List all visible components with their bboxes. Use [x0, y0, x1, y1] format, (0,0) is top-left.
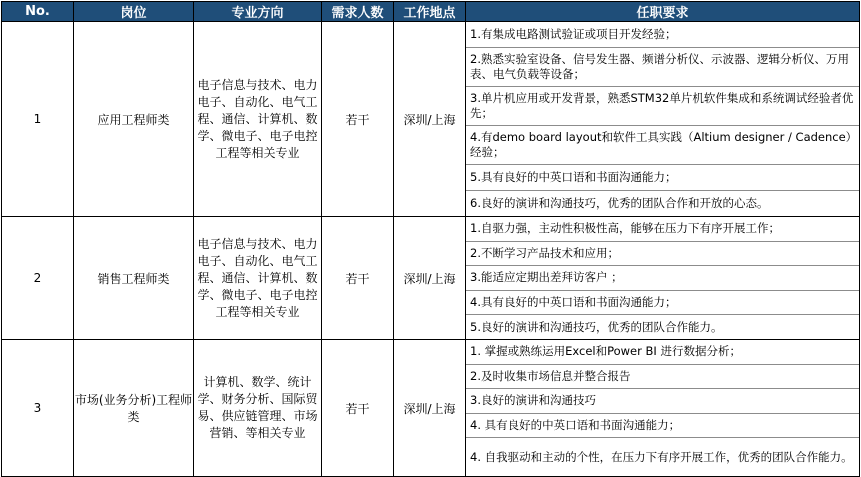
requirement-item: 3.能适应定期出差拜访客户 ； [466, 266, 859, 291]
requirement-item: 4.具有良好的中英口语和书面沟通能力； [466, 291, 859, 316]
header-count: 需求人数 [322, 2, 394, 22]
row-major: 计算机、数学、统计学、财务分析、国际贸易、供应链管理、市场营销、等相关专业 [194, 340, 322, 477]
header-requirements: 任职要求 [466, 2, 860, 22]
requirement-item: 4. 具有良好的中英口语和书面沟通能力； [466, 414, 859, 439]
row-major: 电子信息与技术、电力电子、自动化、电气工程、通信、计算机、数学、微电子、电子电控工程等相关专业 [194, 217, 322, 340]
requirement-item: 3.良好的演讲和沟通技巧 [466, 389, 859, 414]
requirement-item: 5.良好的演讲和沟通技巧，优秀的团队合作能力。 [470, 319, 723, 334]
row-requirements [466, 340, 860, 477]
row-location: 深圳/上海 [394, 22, 466, 217]
header-major: 专业方向 [194, 2, 322, 22]
header-no: No. [2, 2, 74, 22]
row-position: 市场(业务分析)工程师类 [74, 340, 194, 477]
row-position: 应用工程师类 [74, 22, 194, 217]
header-location: 工作地点 [394, 2, 466, 22]
row-requirements [466, 22, 860, 217]
header-position: 岗位 [74, 2, 194, 22]
requirement-item: 4.有demo board layout和软件工具实践（Altium designer / Cadence）经验； [466, 126, 859, 165]
row-location: 深圳/上海 [394, 217, 466, 340]
requirement-item: 3.单片机应用或开发背景，熟悉STM32单片机软件集成和系统调试经验者优先； [466, 87, 859, 126]
requirement-item: 6.良好的演讲和沟通技巧，优秀的团队合作和开放的心态。 [470, 195, 769, 210]
job-requirements-table [1, 1, 860, 477]
requirement-item: 5.具有良好的中英口语和书面沟通能力； [466, 165, 859, 191]
table-row [2, 217, 860, 340]
requirement-item: 2.熟悉实验室设备、信号发生器、频谱分析仪、示波器、逻辑分析仪、万用表、电气负载等设备； [466, 48, 859, 87]
requirement-item: 1.自驱力强，主动性积极性高，能够在压力下有序开展工作； [466, 217, 859, 242]
table-row [2, 340, 860, 477]
header-row [2, 2, 860, 22]
row-requirements [466, 217, 860, 340]
row-count: 若干 [322, 22, 394, 217]
row-count: 若干 [322, 217, 394, 340]
row-no: 2 [2, 217, 74, 340]
requirement-item: 1.有集成电路测试验证或项目开发经验； [466, 22, 859, 48]
requirement-item: 2.及时收集市场信息并整合报告 [466, 365, 859, 390]
row-no: 1 [2, 22, 74, 217]
requirement-item: 2.不断学习产品技术和应用； [466, 242, 859, 267]
row-no: 3 [2, 340, 74, 477]
table-row [2, 22, 860, 217]
row-major: 电子信息与技术、电力电子、自动化、电气工程、通信、计算机、数学、微电子、电子电控工程等相关专业 [194, 22, 322, 217]
requirement-item: 1. 掌握或熟练运用Excel和Power BI 进行数据分析； [466, 340, 859, 365]
row-location: 深圳/上海 [394, 340, 466, 477]
requirement-item: 4. 自我驱动和主动的个性，在压力下有序开展工作，优秀的团队合作能力。 [470, 449, 853, 464]
row-position: 销售工程师类 [74, 217, 194, 340]
row-count: 若干 [322, 340, 394, 477]
